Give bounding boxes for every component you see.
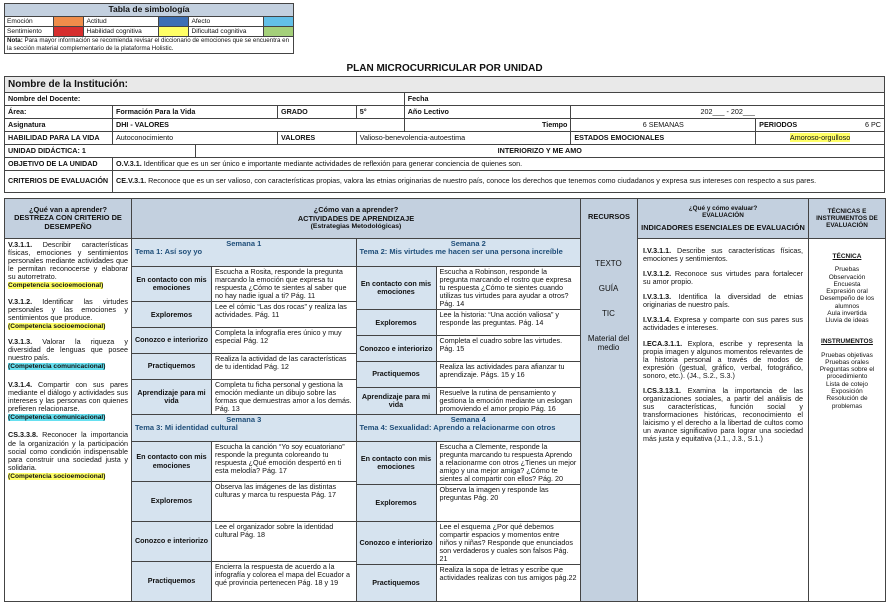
- destreza-item: [8, 338, 128, 371]
- competencia-tag: (Competencia comunicacional): [8, 363, 106, 371]
- competencia-tag: (Competencia socioemocional): [8, 472, 106, 480]
- activity-row: [132, 442, 356, 482]
- indicador-item: [643, 387, 803, 443]
- header-table: [4, 76, 885, 193]
- activity-row: [357, 485, 581, 522]
- destreza-text: Describir características físicas, emociones y sentimientos personales mediante actividades que le permitan reconocerse y elaborar su autorretrato.: [8, 240, 128, 282]
- activity-name: Exploremos: [132, 302, 212, 327]
- activity-row: [357, 310, 581, 336]
- legend-note: Nota: Para mayor información se recomienda revisar el diccionario de emociones que se encuentra en la sección material complementario de la plataforma Holistic.: [5, 37, 294, 54]
- legend-hab-swatch: [159, 27, 189, 37]
- activity-name: En contacto con mis emociones: [132, 267, 212, 301]
- activity-text: Resuelve la rutina de pensamiento y gestiona la emoción mediante un eslogan promoviendo el amor propio Pág. 16: [439, 387, 573, 413]
- activity-name: Practiquemos: [132, 562, 212, 601]
- activity-row: [132, 562, 356, 601]
- week-block: [357, 414, 581, 601]
- tecnica-item: Pruebas: [834, 266, 860, 274]
- destreza-code: V.3.1.1.: [8, 240, 33, 249]
- week-topic: Tema 3: Mi identidad cultural: [135, 423, 238, 433]
- week-topic: Tema 1: Así soy yo: [135, 247, 203, 257]
- activity-row: [132, 380, 356, 414]
- area-label: Área:: [5, 106, 113, 119]
- indicador-text: Explora, escribe y representa la propia imagen y algunos momentos relevantes de la historia personal a través de modos de expresión (gestual, gráfico, verbal, fotográfico, sonoro, etc.). (J4., S.2., S.3.): [643, 338, 803, 380]
- tecnica-title: TÉCNICA: [832, 253, 862, 260]
- activity-row: [132, 267, 356, 302]
- activity-name: En contacto con mis emociones: [357, 442, 437, 484]
- activity-name: Conozco e interiorizo: [357, 522, 437, 564]
- indicador-item: [643, 293, 803, 309]
- activity-name: Practiquemos: [357, 362, 437, 387]
- indicador-text: Expresa y comparte con sus pares sus actividades e intereses.: [643, 315, 803, 333]
- col-recursos-header: RECURSOS: [581, 199, 638, 602]
- teacher-label: Nombre del Docente:: [5, 93, 405, 106]
- week-label: Semana 4: [450, 415, 486, 424]
- destreza-item: [8, 381, 128, 422]
- destreza-item: [8, 431, 128, 480]
- activity-row: [132, 302, 356, 328]
- destreza-text: Identificar las virtudes personales y las emociones y sentimientos que produce.: [8, 296, 128, 322]
- indicadores-cell: [638, 239, 809, 602]
- indicador-item: [643, 316, 803, 332]
- destreza-code: V.3.1.3.: [8, 337, 33, 347]
- indicador-text: Identifica la diversidad de etnias originarias de nuestro país.: [643, 292, 803, 310]
- activity-text: Escucha la canción “Yo soy ecuatoriano” responde la pregunta coloreando tu respuesta ¿Qué emoción despertó en ti esta melodía? Pág. 17: [215, 442, 345, 476]
- destreza-code: V.3.1.2.: [8, 296, 33, 306]
- activity-row: [132, 522, 356, 562]
- destreza-item: [8, 298, 128, 331]
- tecnicas-cell: [809, 239, 886, 602]
- values-label: VALORES: [278, 132, 357, 145]
- destreza-text: Compartir con sus pares mediante el diálogo y actividades sus intereses y las personas con quienes prefieren relacionarse.: [8, 379, 128, 413]
- activity-name: Exploremos: [357, 310, 437, 335]
- activity-name: Conozco e interiorizo: [132, 328, 212, 353]
- indicador-code: I.V.3.1.2.: [643, 269, 672, 279]
- activity-name: Practiquemos: [132, 354, 212, 379]
- activity-name: Aprendizaje para mi vida: [357, 388, 437, 414]
- values-value: Valioso-benevolencia-autoestima: [356, 132, 571, 145]
- tecnica-item: Observación: [828, 273, 866, 281]
- institution-label: Nombre de la Institución:: [5, 77, 885, 93]
- instrumento-item: Pruebas objetivas: [821, 351, 873, 359]
- date-label: Fecha: [404, 93, 884, 106]
- competencia-tag: (Competencia comunicacional): [8, 414, 106, 422]
- instrumento-item: Pruebas orales: [825, 358, 869, 366]
- instrumento-item: Resolución de problemas: [826, 395, 868, 410]
- activity-text: Escucha a Clemente, responde la pregunta marcando tu respuesta Aprendo a relacionarme con otros ¿Tienes un mejor amigo y una mejor amiga? ¿Cómo te sientes al compartir con ellos? Pág. 20: [439, 442, 577, 484]
- destreza-code: V.3.1.4.: [8, 379, 33, 389]
- instrumentos-title: INSTRUMENTOS: [821, 338, 873, 346]
- indicador-item: [643, 340, 803, 380]
- col-tecnicas-header: TÉCNICAS E INSTRUMENTOS DE EVALUACIÓN: [809, 199, 886, 239]
- activity-text: Lee el esquema ¿Por qué debemos compartir espacios y momentos entre niños y niñas? Responde que enunciados son verdaderos y cuales son falsos Pág. 21: [439, 522, 573, 564]
- skill-value: Autoconocimiento: [113, 132, 278, 145]
- activity-name: Conozco e interiorizo: [357, 336, 437, 361]
- legend-actitud-swatch: [159, 17, 189, 27]
- recurso-item: GUÍA: [598, 283, 619, 293]
- week-header: [132, 414, 356, 442]
- activity-name: Exploremos: [132, 482, 212, 521]
- year-label: Año Lectivo: [404, 106, 571, 119]
- instrumento-item: Lista de cotejo: [826, 380, 868, 388]
- legend-hab: Habilidad cognitiva: [84, 27, 159, 37]
- week-label: Semana 2: [450, 239, 486, 248]
- indicador-code: I.ECA.3.1.1.: [643, 338, 683, 348]
- recurso-item: TIC: [602, 308, 615, 318]
- week-block: [132, 414, 356, 601]
- criteria-value: CE.V.3.1. Reconoce que es un ser valioso, con características propias, valora las etnias originarias de nuestro país, conoce los derechos que tenemos como ciudadanos y expresa sus intereses con respecto a sus pares.: [113, 171, 885, 193]
- indicador-code: I.V.3.1.3.: [643, 292, 672, 302]
- destreza-text: Valorar la riqueza y diversidad de lenguas que posee nuestro país.: [8, 337, 128, 363]
- indicador-item: [643, 270, 803, 286]
- week-topic: Tema 4: Sexualidad: Aprendo a relacionarme con otros: [359, 423, 556, 433]
- activity-row: [357, 565, 581, 601]
- activity-row: [357, 362, 581, 388]
- subject-label: Asignatura: [5, 119, 113, 132]
- legend-afecto-swatch: [264, 17, 294, 27]
- activity-text: Observa las imágenes de las distintas culturas y marca tu respuesta Pág. 17: [215, 482, 337, 500]
- page-title: PLAN MICROCURRICULAR POR UNIDAD: [346, 63, 543, 74]
- subject-value: DHI - VALORES: [113, 119, 405, 132]
- legend-table: [4, 3, 294, 54]
- week-label: Semana 3: [226, 415, 262, 424]
- activity-text: Lee la historia: “Una acción valiosa” y responde las preguntas. Pág. 14: [439, 310, 559, 328]
- time-label: Tiempo: [404, 119, 571, 132]
- activity-name: Exploremos: [357, 485, 437, 521]
- activity-text: Completa tu ficha personal y gestiona la emoción mediante un dibujo sobre las formas que demuestras amor a los demás. Pág. 13: [215, 379, 352, 413]
- periods-cell: PERIODOS 6 PC: [756, 119, 885, 132]
- activity-text: Realiza las actividades para afianzar tu aprendizaje. Págs. 15 y 16: [439, 361, 565, 380]
- activity-text: Realiza la sopa de letras y escribe que actividades realizas con tus amigos pág.22: [439, 565, 577, 583]
- activity-row: [357, 267, 581, 310]
- activity-row: [132, 354, 356, 380]
- emotions-label: ESTADOS EMOCIONALES: [571, 132, 756, 145]
- competencia-tag: Competencia socioemocional): [8, 282, 104, 290]
- criteria-label: CRITERIOS DE EVALUACIÓN: [5, 171, 113, 193]
- destreza-code: CS.3.3.8.: [8, 430, 38, 440]
- recurso-item: Material del medio: [587, 333, 630, 352]
- instrumento-item: Preguntas sobre el procedimiento: [819, 366, 875, 381]
- activity-text: Observa la imagen y responde las preguntas Pág. 20: [439, 485, 549, 503]
- activity-text: Lee el cómic “Las dos rocas” y realiza las actividades. Pág. 11: [215, 302, 347, 320]
- activity-row: [132, 482, 356, 522]
- instrumento-item: Exposición: [831, 387, 863, 395]
- indicador-code: I.V.3.1.1.: [643, 246, 672, 255]
- indicador-text: Describe sus características físicas, emociones y sentimientos.: [643, 246, 803, 264]
- activity-text: Completa el cuadro sobre las virtudes. Pág. 15: [439, 336, 563, 354]
- year-value: 202___ - 202___: [571, 106, 885, 119]
- actividades-cell: [132, 239, 581, 602]
- activity-text: Completa la infografía eres único y muy especial Pág. 12: [215, 328, 342, 346]
- unit-value: INTERIORIZO Y ME AMO: [195, 145, 885, 158]
- activity-text: Encierra la respuesta de acuerdo a la infografía y colorea el mapa del Ecuador a qué provincia pertenecen Pág. 18 y 19: [215, 562, 351, 588]
- tecnica-item: Desempeño de los alumnos: [819, 295, 875, 310]
- emotions-value: Amoroso-orgulloso: [756, 132, 885, 145]
- legend-sentimiento: Sentimiento: [5, 27, 54, 37]
- activity-text: Lee el organizador sobre la identidad cultural Pág. 18: [215, 522, 334, 540]
- activity-name: En contacto con mis emociones: [132, 442, 212, 481]
- activity-row: [357, 522, 581, 565]
- activity-name: Aprendizaje para mi vida: [132, 380, 212, 414]
- legend-emocion-swatch: [54, 17, 84, 27]
- objective-label: OBJETIVO DE LA UNIDAD: [5, 158, 113, 171]
- skill-label: HABILIDAD PARA LA VIDA: [5, 132, 113, 145]
- legend-sentimiento-swatch: [54, 27, 84, 37]
- grade-value: 5°: [356, 106, 404, 119]
- tecnica-item: Lluvia de ideas: [825, 317, 869, 325]
- activity-row: [357, 442, 581, 485]
- legend-emocion: Emoción: [5, 17, 54, 27]
- recursos-list: [580, 260, 637, 369]
- activity-name: Practiquemos: [357, 565, 437, 601]
- col-evaluacion-header: ¿Qué y cómo evaluar? EVALUACIÓN INDICADORES ESENCIALES DE EVALUACIÓN: [638, 199, 809, 239]
- activity-row: [357, 388, 581, 414]
- destreza-text: Reconocer la importancia de la organización y la participación social como condición indispensable para construir una sociedad justa y solidaria.: [8, 430, 128, 472]
- time-value: 6 SEMANAS: [571, 119, 756, 132]
- main-grid: [4, 198, 886, 602]
- week-block: [132, 239, 356, 414]
- activity-text: Escucha a Rosita, responde la pregunta marcando la emoción que expresa tu respuesta ¿Cómo te sientes al saber que no hay nadie igual a ti? Pág. 11: [215, 267, 347, 301]
- indicador-code: I.CS.3.13.1.: [643, 385, 681, 395]
- tecnica-item: Encuesta: [833, 280, 861, 288]
- indicador-text: Reconoce sus virtudes para fortalecer su amor propio.: [643, 269, 803, 287]
- destreza-item: [8, 241, 128, 290]
- legend-title: Tabla de simbología: [5, 4, 294, 17]
- week-block: [357, 239, 581, 414]
- col-destreza-header: ¿Qué van a aprender? DESTREZA CON CRITERIO DE DESEMPEÑO: [5, 199, 132, 239]
- legend-actitud: Actitud: [84, 17, 159, 27]
- activity-text: Escucha a Robinson, responde la pregunta marcando el rostro que expresa tu respuesta ¿Cómo te sientes cuando utilizas tus virtudes para ayudar a otros? Pág. 14: [439, 267, 572, 309]
- indicador-code: I.V.3.1.4.: [643, 315, 672, 325]
- recurso-item: TEXTO: [595, 259, 622, 268]
- legend-dif-swatch: [264, 27, 294, 37]
- destrezas-cell: [5, 239, 132, 602]
- objective-value: O.V.3.1. Identificar que es un ser único e importante mediante actividades de reflexión para generar conciencia de quienes son.: [113, 158, 885, 171]
- tecnica-item: Aula invertida: [827, 309, 867, 317]
- grade-label: GRADO: [278, 106, 357, 119]
- activity-name: Conozco e interiorizo: [132, 522, 212, 561]
- week-label: Semana 1: [226, 239, 262, 248]
- competencia-tag: (Competencia socioemocional): [8, 322, 106, 330]
- indicador-item: [643, 247, 803, 263]
- activity-row: [357, 336, 581, 362]
- legend-dif: Dificultad cognitiva: [189, 27, 264, 37]
- week-topic: Tema 2: Mis virtudes me hacen ser una persona increíble: [359, 247, 563, 257]
- activity-name: En contacto con mis emociones: [357, 267, 437, 309]
- legend-afecto: Afecto: [189, 17, 264, 27]
- col-actividades-header: ¿Cómo van a aprender? ACTIVIDADES DE APRENDIZAJE (Estrategias Metodológicas): [132, 199, 581, 239]
- unit-label: UNIDAD DIDÁCTICA: 1: [5, 145, 196, 158]
- week-header: [357, 414, 581, 442]
- tecnica-item: Expresión oral: [826, 288, 868, 296]
- area-value: Formación Para la Vida: [113, 106, 278, 119]
- indicador-text: Examina la importancia de las organizaciones sociales, a partir del análisis de sus características, función social y transformaciones históricas, reconocimiento el laicismo y el derecho a la libertad de cultos como un avance significativo para lograr una sociedad más justa y equitativa (J.1., J.3., S.1.): [643, 385, 803, 444]
- activity-text: Realiza la actividad de las características de tu identidad Pág. 12: [215, 353, 347, 371]
- week-header: [132, 239, 356, 267]
- week-header: [357, 239, 581, 267]
- activity-row: [132, 328, 356, 354]
